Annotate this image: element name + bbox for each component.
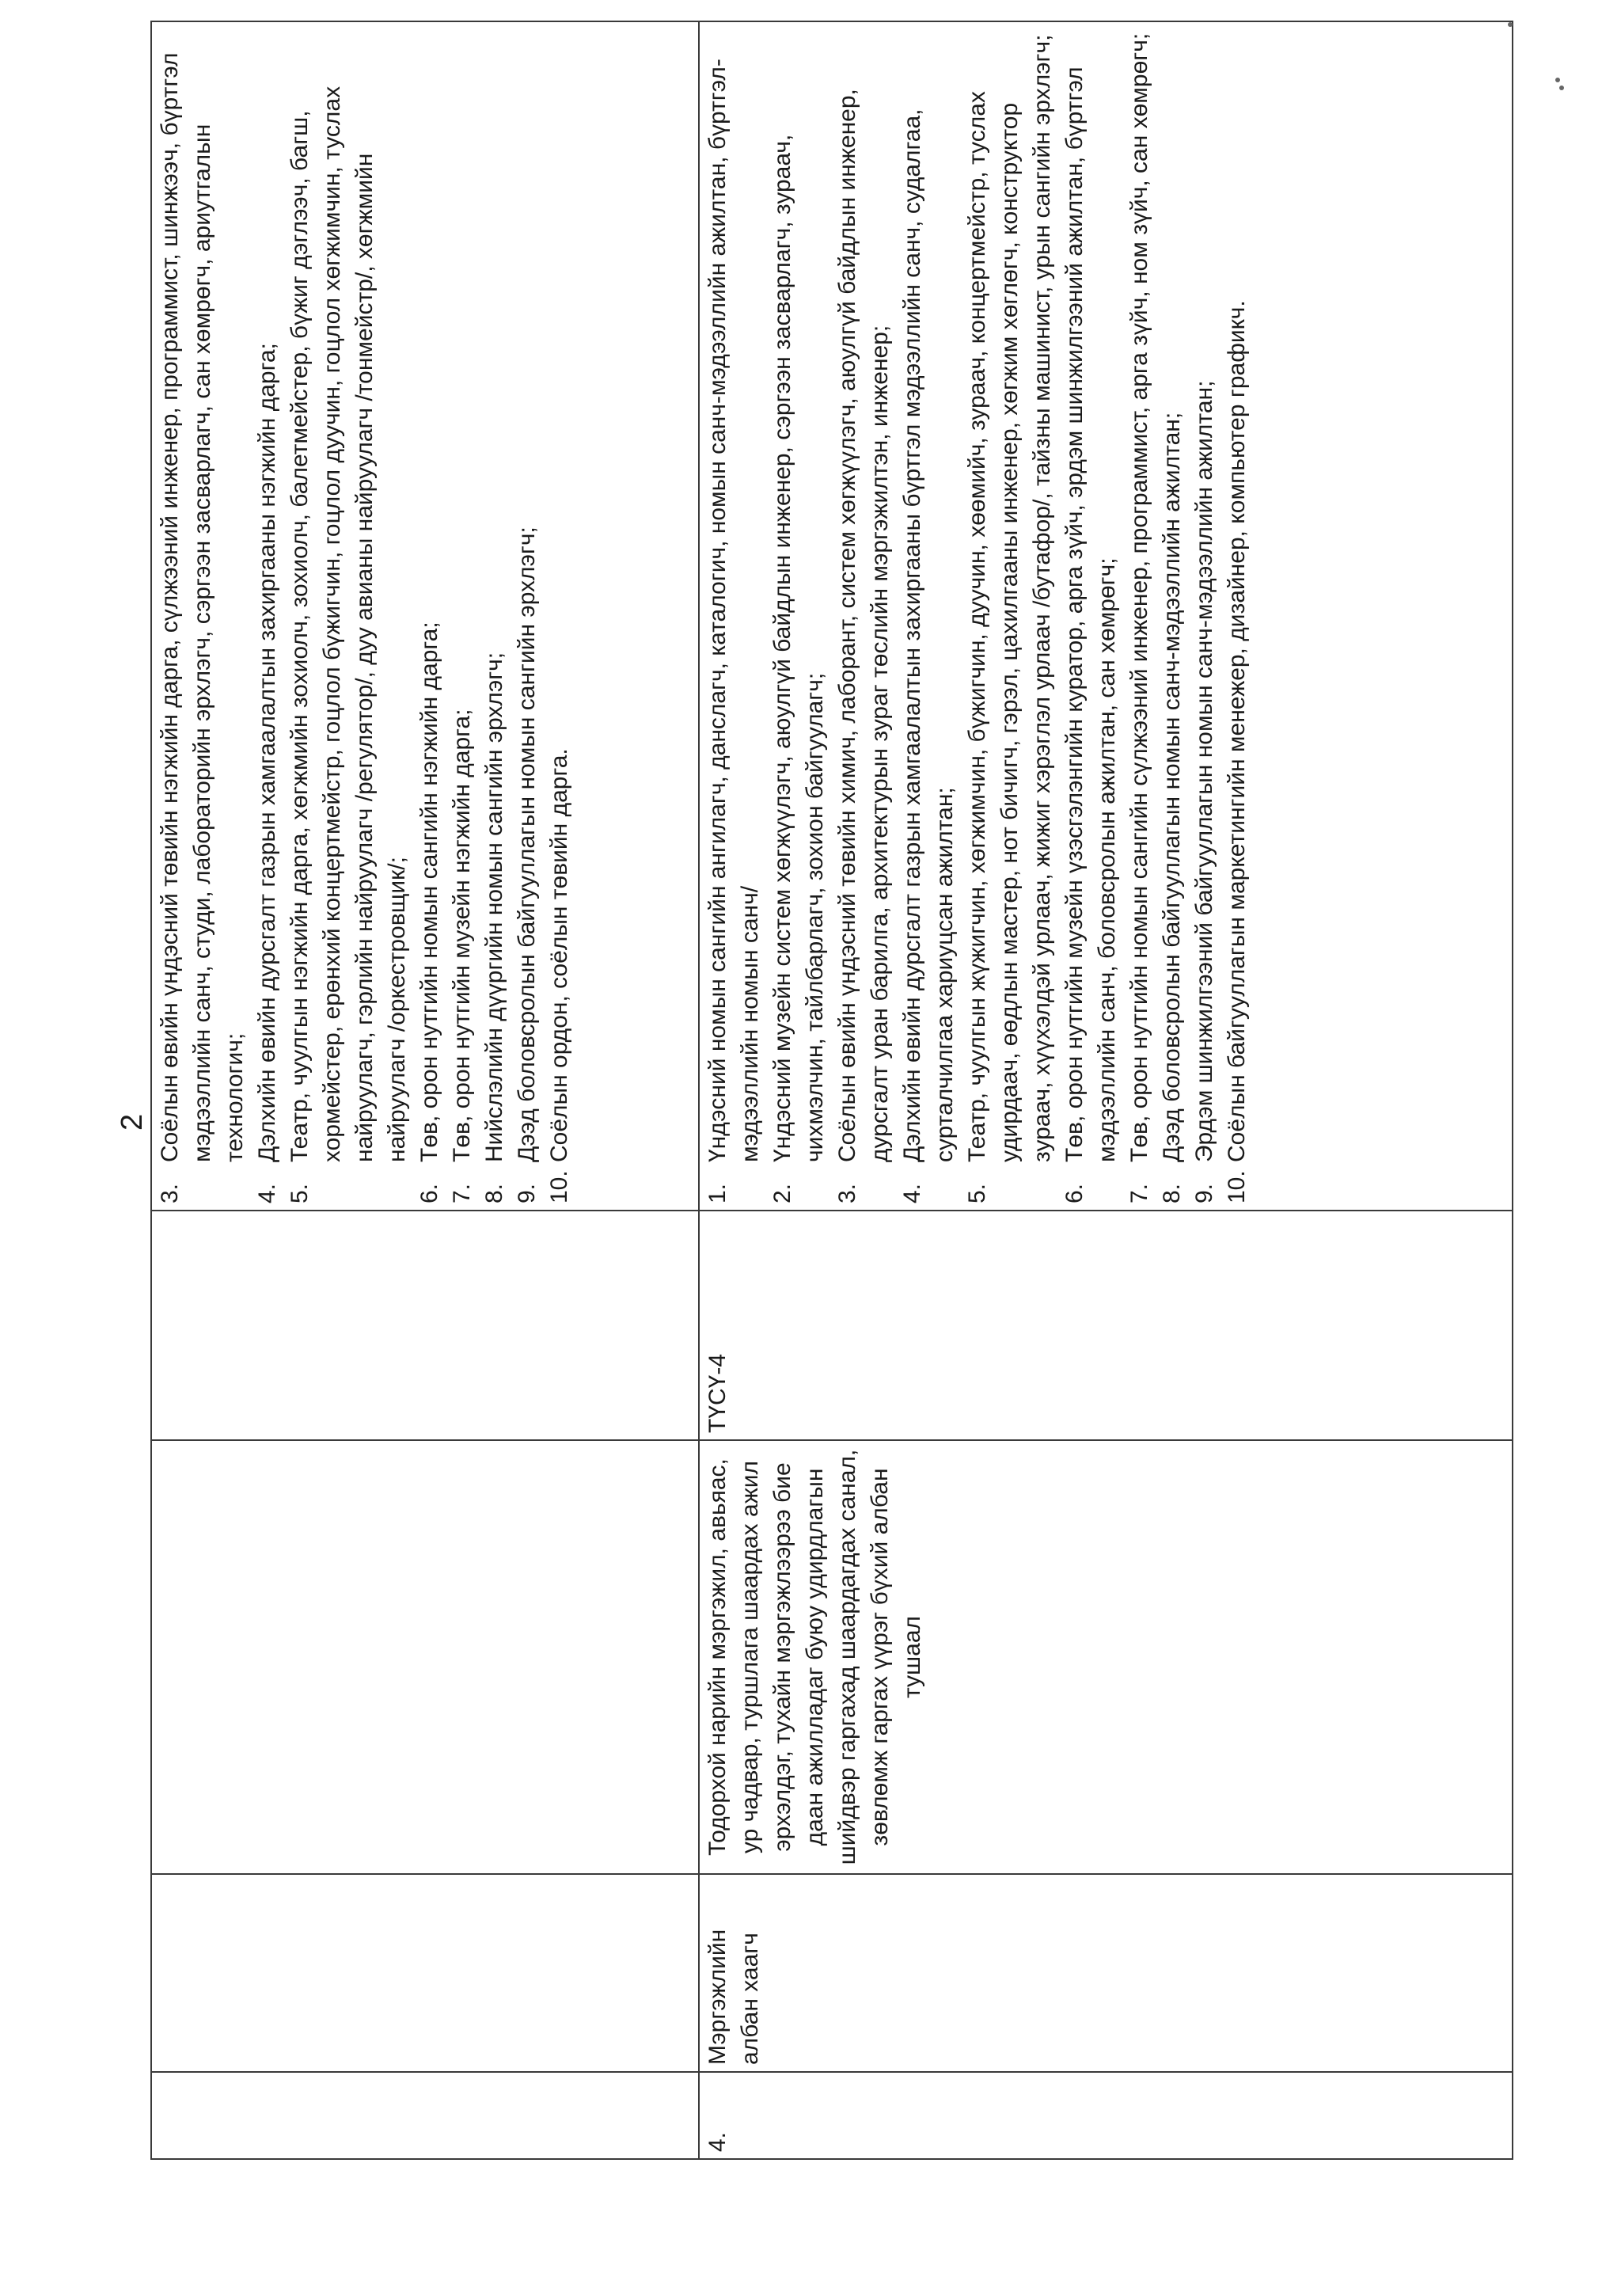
position-description: Тодорхой нарийн мэргэжил, авьяас, ур чадвар, туршлага шаардах ажил эрхэлдэг, тухайн мэргэжлээрээ бие даан ажилладаг буюу удирдлагын шийдвэр гаргахад шаардагдах санал, зөвлөмж гаргах үүрэг бүхий албан тушаал — [699, 1440, 1513, 1874]
cell-position-empty — [151, 1874, 699, 2072]
list-item — [1220, 29, 1253, 1203]
scan-speck — [1555, 78, 1560, 82]
position-code: ТҮСҮ-4 — [699, 1211, 1513, 1440]
list-item-text: Дэлхийн өвийн дурсгалт газрын хамгаалалтын захиргааны нэгжийн дарга; — [254, 343, 280, 1162]
list-item — [766, 29, 831, 1203]
list-item — [478, 29, 511, 1203]
list-item-text: Соёлын ордон, соёлын төвийн дарга. — [546, 748, 572, 1162]
list-item-text: Соёлын байгууллагын маркетингийн менежер, дизайнер, компьютер графикч. — [1224, 300, 1250, 1162]
list-item-number: 5. — [964, 1183, 990, 1203]
rotated-page — [116, 22, 1518, 2160]
list-item — [1188, 29, 1220, 1203]
page-number: 2 — [116, 1112, 149, 1131]
cell-position-list — [151, 21, 699, 1211]
list-item — [961, 29, 1058, 1203]
cell-number-empty — [151, 2072, 699, 2159]
list-item — [896, 29, 961, 1203]
position-list-continued — [154, 29, 575, 1203]
list-item-number: 8. — [481, 1183, 507, 1203]
list-item — [446, 29, 478, 1203]
list-item-number: 2. — [769, 1183, 795, 1203]
table-row-continued — [151, 21, 699, 2159]
list-item-text: Дээд боловсролын байгууллагын номын сангийн эрхлэгч; — [514, 526, 540, 1162]
list-item-text: Дээд боловсролын байгууллагын номын санч-мэдээллийн ажилтан; — [1159, 412, 1185, 1162]
list-item-number: 6. — [416, 1183, 442, 1203]
job-classification-table — [150, 21, 1513, 2160]
list-item-text: Соёлын өвийн үндэсний төвийн нэгжийн дарга, сүлжээний инженер, программист, шинжээч, бүртгэл мэдээллийн санч, студи, лабораторийн эрхлэгч, сэргээн засварлагч, сан хөмрөгч, ариутгалын технологич; — [157, 52, 248, 1162]
list-item-number: 9. — [514, 1183, 540, 1203]
list-item-number: 3. — [834, 1183, 860, 1203]
list-item-text: Үндэсний номын сангийн ангилагч, данслагч, каталогич, номын санч-мэдээллийн ажилтан, бүртгэл-мэдээллийн номын санч/ — [704, 59, 763, 1162]
list-item-number: 4. — [899, 1183, 925, 1203]
list-item-number: 10. — [1224, 1170, 1250, 1203]
list-item — [413, 29, 446, 1203]
scan-speck — [1508, 22, 1513, 27]
list-item-text: Эрдэм шинжилгээний байгууллагын номын санч-мэдээллийн ажилтан; — [1191, 380, 1217, 1162]
list-item-number: 3. — [157, 1183, 183, 1203]
list-item — [1058, 29, 1123, 1203]
position-title: Мэргэжлийн албан хаагч — [699, 1874, 1513, 2072]
row-number: 4. — [699, 2072, 1513, 2159]
cell-code-empty — [151, 1211, 699, 1440]
list-item-number: 8. — [1159, 1183, 1185, 1203]
scan-speck — [1559, 86, 1564, 90]
list-item — [1123, 29, 1156, 1203]
position-list — [701, 29, 1253, 1203]
list-item — [283, 29, 413, 1203]
cell-position-list — [699, 21, 1513, 1211]
list-item-number: 7. — [1126, 1183, 1152, 1203]
list-item-number: 4. — [254, 1183, 280, 1203]
list-item-text: Театр, чуулгын нэгжийн дарга, хөгжмийн зохиолч, зохиолч, балетмейстер, бүжиг дэглээч, багш, хормейстер, ерөнхий концертмейстр, гоцлол бүжигчин, гоцлол дуучин, гоцлол хөгжимчин, туслах найруулагч, гэрлийн найруулагч /регулятор/, дуу авианы найруулагч /тонмейстр/, хөгжмийн найруулагч /оркестровщик/; — [287, 86, 410, 1162]
list-item-text: Дэлхийн өвийн дурсгалт газрын хамгаалалтын захиргааны бүртгэл мэдээллийн санч, судалгаа, сурталчилгаа хариуцсан ажилтан; — [899, 108, 958, 1162]
list-item-number: 6. — [1061, 1183, 1088, 1203]
list-item-text: Соёлын өвийн үндэсний төвийн химич, лаборант, систем хөгжүүлэгч, аюулгүй байдлын инженер, дурсгалт уран барилга, архитектурын зураг төслийн мэргэжилтэн, инженер; — [834, 89, 893, 1162]
list-item-text: Үндэсний музейн систем хөгжүүлэгч, аюулгүй байдлын инженер, сэргээн засварлагч, зураач, чихмэлчин, тайлбарлагч, зохион байгуулагч; — [769, 134, 828, 1162]
list-item — [831, 29, 896, 1203]
list-item-number: 10. — [546, 1170, 572, 1203]
list-item-text: Төв, орон нутгийн номын сангийн нэгжийн дарга; — [416, 622, 442, 1162]
list-item-number: 9. — [1191, 1183, 1217, 1203]
list-item-text: Театр, чуулгын жүжигчин, хөгжимчин, бүжигчин, дуучин, хөөмийч, зураач, концертмейстр, туслах удирдаач, өөдлын мастер, нот бичигч, гэрэл, цахилгааны инженер, хөгжим хөглөгч, конструктор зураач, хүүхэлдэй урлаач, жижиг хэрэглэл урлаач /бутафор/, тайзны машинист, урын сангийн эрхлэгч; — [964, 34, 1055, 1162]
cell-description-empty — [151, 1440, 699, 1874]
list-item — [251, 29, 283, 1203]
list-item-text: Төв, орон нутгийн номын сангийн сүлжээний инженер, программист, арга зүйч, ном зүйч, сан хөмрөгч; — [1126, 32, 1152, 1162]
list-item — [511, 29, 543, 1203]
list-item-number: 1. — [704, 1183, 731, 1203]
list-item-number: 5. — [287, 1183, 313, 1203]
list-item — [701, 29, 766, 1203]
list-item — [154, 29, 251, 1203]
list-item-text: Төв, орон нутгийн музейн нэгжийн дарга; — [449, 709, 475, 1162]
list-item-text: Нийслэлийн дүүргийн номын сангийн эрхлэгч; — [481, 652, 507, 1162]
list-item-text: Төв, орон нутгийн музейн үзэсгэлэнгийн куратор, арга зүйч, эрдэм шинжилгээний ажилтан, бүртгэл мэдээллийн санч, боловсролын ажилтан, сан хөмрөгч; — [1061, 67, 1120, 1162]
table-row-4 — [699, 21, 1513, 2159]
list-item — [1156, 29, 1188, 1203]
list-item-number: 7. — [449, 1183, 475, 1203]
list-item — [543, 29, 575, 1203]
